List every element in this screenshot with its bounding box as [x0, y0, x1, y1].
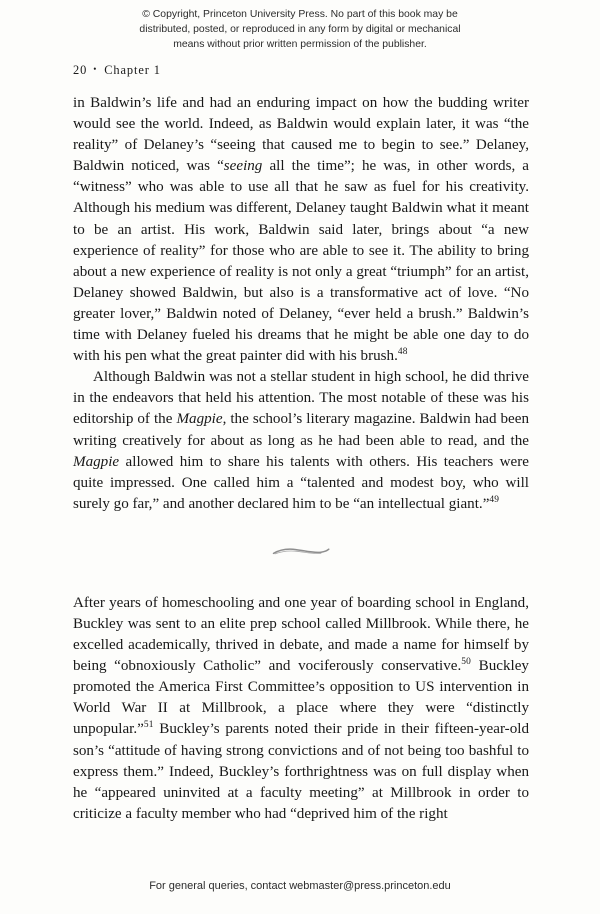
paragraph-3-text-a: After years of homeschooling and one year of boarding school in England, Buckley was sent to an elite prep school called Millbrook. While there, he excelled academically, thrived in debate, and made a name for himself by being “obnoxiously Catholic” and vociferously conservative. [73, 594, 529, 675]
paragraph-2 [73, 367, 529, 515]
text-column [73, 93, 529, 825]
section-break-ornament [73, 529, 529, 575]
paragraph-2-text-b: , the school’s literary magazine. Baldwin had been writing creatively for about as long as he had been able to read, and the [73, 411, 530, 449]
paragraph-2-text-a: Although Baldwin was not a stellar student in high school, he did thrive in the endeavors that held his attention. The most notable of these was his editorship of the [73, 369, 529, 428]
footnote-marker-48: 48 [397, 347, 408, 358]
paragraph-2-text-c: allowed him to share his talents with others. His teachers were quite impressed. One called him a “talented and modest boy, who will surely go far,” and another declared him to be “an intellectual giant.” [73, 453, 529, 512]
page-number: 20 [73, 63, 88, 77]
paragraph-3-text-b: Buckley promoted the America First Committee’s opposition to US intervention in World War II at Millbrook, a place where they were “distinctly unpopular.” [73, 658, 529, 738]
footnote-marker-51: 51 [143, 720, 154, 731]
copyright-notice-line-1: © Copyright, Princeton University Press. No part of this book may be [142, 9, 458, 20]
copyright-notice-line-3: means without prior written permission of the publisher. [173, 39, 427, 51]
swash-ornament-icon [272, 545, 330, 559]
footnote-marker-49: 49 [489, 494, 500, 505]
paragraph-2-italic-magpie-2: Magpie [73, 453, 120, 470]
paragraph-1-text-b: all the time”; he was, in other words, a “witness” who was able to use all that he saw as fuel for his creativity. Although his medium was different, Delaney taught Baldwin what it meant to be an artist. His work, Baldwin said later, brings about “a new experience of reality” for those who are able to see it. The ability to bring about a new experience of reality is not only a great “triumph” for an artist, Delaney showed Baldwin, but also is a transformative act of love. “No greater lover,” Baldwin noted of Delaney, “ever held a brush.” Baldwin’s time with Delaney fueled his dreams that he might be able one day to do with his pen what the great painter did with his brush. [73, 158, 530, 365]
paragraph-3 [73, 593, 529, 825]
paragraph-1-text-a: in Baldwin’s life and had an enduring impact on how the budding writer would see the world. Indeed, as Baldwin would explain later, it was “the reality” of Delaney’s “seeing that caused me to begin to see.” Delaney, Baldwin noticed, was “ [73, 95, 529, 175]
copyright-notice [100, 7, 500, 53]
paragraph-2-italic-magpie-1: Magpie [176, 411, 223, 428]
running-head [73, 63, 161, 78]
footnote-marker-50: 50 [461, 657, 472, 668]
section-break-spacer-top [73, 515, 529, 529]
chapter-title: Chapter 1 [104, 63, 161, 77]
footer-query-note: For general queries, contact webmaster@press.princeton.edu [149, 880, 451, 892]
paragraph-1-italic-seeing: seeing [223, 158, 263, 175]
copyright-notice-line-2: distributed, posted, or reproduced in any form by digital or mechanical [139, 24, 461, 36]
paragraph-3-text-c: Buckley’s parents noted their pride in their fifteen-year-old son’s “attitude of having strong convictions and of not being too bashful to express them.” Indeed, Buckley’s forthrightness was on full display when he “appeared uninvited at a faculty meeting” at Millbrook in order to criticize a faculty member who had “deprived him of the right [73, 721, 529, 822]
running-head-separator: • [93, 64, 98, 74]
section-break-spacer-bottom [73, 575, 529, 593]
paragraph-1 [73, 93, 529, 367]
